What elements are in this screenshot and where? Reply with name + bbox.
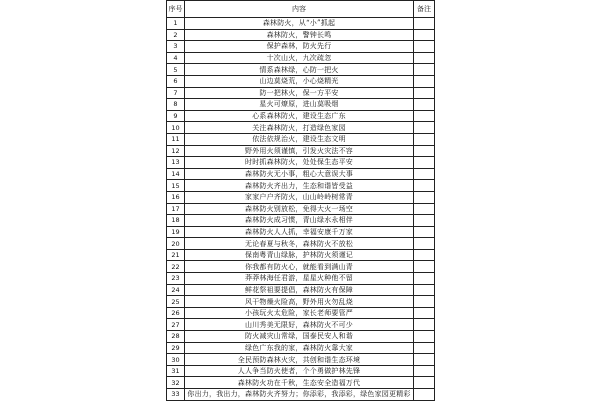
row-remark	[414, 87, 435, 99]
header-row	[167, 1, 435, 18]
row-number: 29	[167, 342, 185, 354]
table-row	[167, 110, 435, 122]
row-remark	[414, 110, 435, 122]
row-remark	[414, 75, 435, 87]
row-number: 18	[167, 215, 185, 227]
row-content: 森林防火成习惯，青山绿水永相伴	[185, 215, 414, 227]
row-remark	[414, 331, 435, 343]
table-row	[167, 157, 435, 169]
table-row	[167, 215, 435, 227]
row-content: 防一把林火，保一方平安	[185, 87, 414, 99]
row-remark	[414, 319, 435, 331]
row-remark	[414, 307, 435, 319]
table-row	[167, 249, 435, 261]
table-row	[167, 354, 435, 366]
table-row	[167, 52, 435, 64]
header-no: 序号	[167, 1, 185, 18]
row-remark	[414, 191, 435, 203]
row-content: 全民预防森林火灾，共创和谐生态环境	[185, 354, 414, 366]
row-number: 27	[167, 319, 185, 331]
row-content: 情系森林绿，心防一把火	[185, 64, 414, 76]
row-remark	[414, 180, 435, 192]
row-number: 24	[167, 284, 185, 296]
table-row	[167, 284, 435, 296]
row-content: 依法依规治火，建设生态文明	[185, 133, 414, 145]
row-remark	[414, 354, 435, 366]
row-remark	[414, 284, 435, 296]
row-remark	[414, 99, 435, 111]
row-content: 心系森林防火，建设生态广东	[185, 110, 414, 122]
row-number: 16	[167, 191, 185, 203]
row-content: 森林防火齐出力，生态和谐皆受益	[185, 180, 414, 192]
table-row	[167, 203, 435, 215]
row-content: 家家户户齐防火，山山岭岭树常青	[185, 191, 414, 203]
table-row	[167, 365, 435, 377]
table-row	[167, 41, 435, 53]
row-number: 33	[167, 389, 185, 401]
row-number: 17	[167, 203, 185, 215]
row-content: 关注森林防火，打造绿色家园	[185, 122, 414, 134]
row-content: 星火可燎原，进山莫吸烟	[185, 99, 414, 111]
row-remark	[414, 145, 435, 157]
row-number: 10	[167, 122, 185, 134]
row-number: 7	[167, 87, 185, 99]
row-remark	[414, 238, 435, 250]
table-row	[167, 87, 435, 99]
row-remark	[414, 168, 435, 180]
row-content: 山边莫烧荒，小心烧精光	[185, 75, 414, 87]
row-number: 23	[167, 273, 185, 285]
table-row	[167, 180, 435, 192]
table-row	[167, 145, 435, 157]
row-content: 保护森林，防火先行	[185, 41, 414, 53]
table-row	[167, 122, 435, 134]
row-number: 2	[167, 29, 185, 41]
table-row	[167, 319, 435, 331]
row-number: 6	[167, 75, 185, 87]
row-number: 31	[167, 365, 185, 377]
row-content: 森林防火，从“小”抓起	[185, 18, 414, 30]
row-content: 森林防火人人抓，幸福安康千万家	[185, 226, 414, 238]
row-number: 3	[167, 41, 185, 53]
table-row	[167, 238, 435, 250]
row-remark	[414, 157, 435, 169]
row-remark	[414, 261, 435, 273]
row-content: 森林防火功在千秋，生态安全造福万代	[185, 377, 414, 389]
table-row	[167, 18, 435, 30]
row-content: 森林防火别放松，免得大火一场空	[185, 203, 414, 215]
row-number: 11	[167, 133, 185, 145]
row-number: 8	[167, 99, 185, 111]
table-row	[167, 331, 435, 343]
row-remark	[414, 377, 435, 389]
table-row	[167, 133, 435, 145]
row-remark	[414, 365, 435, 377]
row-remark	[414, 296, 435, 308]
row-remark	[414, 273, 435, 285]
table-row	[167, 99, 435, 111]
row-number: 14	[167, 168, 185, 180]
row-number: 32	[167, 377, 185, 389]
document-sheet	[166, 0, 434, 401]
row-number: 12	[167, 145, 185, 157]
row-number: 13	[167, 157, 185, 169]
table-row	[167, 64, 435, 76]
table-row	[167, 168, 435, 180]
row-number: 20	[167, 238, 185, 250]
row-content: 保南粤青山绿脉，护林防火须谨记	[185, 249, 414, 261]
row-content: 鲜花祭祖要提倡，森林防火有保障	[185, 284, 414, 296]
row-content: 防火减灾山常绿，国泰民安人和谐	[185, 331, 414, 343]
row-content: 你我都有防火心，就能看到满山青	[185, 261, 414, 273]
row-remark	[414, 226, 435, 238]
row-remark	[414, 29, 435, 41]
row-remark	[414, 18, 435, 30]
row-content: 野外用火须谨慎，引发火灾法不容	[185, 145, 414, 157]
row-number: 19	[167, 226, 185, 238]
row-remark	[414, 389, 435, 401]
table-row	[167, 307, 435, 319]
row-remark	[414, 133, 435, 145]
row-content: 人人争当防火使者，个个勇做护林先锋	[185, 365, 414, 377]
table-row	[167, 377, 435, 389]
row-number: 30	[167, 354, 185, 366]
header-remark: 备注	[414, 1, 435, 18]
header-content: 内容	[185, 1, 414, 18]
row-remark	[414, 203, 435, 215]
row-remark	[414, 342, 435, 354]
row-number: 28	[167, 331, 185, 343]
table-row	[167, 226, 435, 238]
table-row	[167, 273, 435, 285]
row-content: 森林防火，警钟长鸣	[185, 29, 414, 41]
row-content: 十次山火，九次疏忽	[185, 52, 414, 64]
row-number: 21	[167, 249, 185, 261]
slogan-table	[166, 0, 435, 401]
row-content: 小孩玩火太危险，家长老师要管严	[185, 307, 414, 319]
row-remark	[414, 249, 435, 261]
row-remark	[414, 215, 435, 227]
row-content: 森林防火无小事，粗心大意误大事	[185, 168, 414, 180]
row-number: 4	[167, 52, 185, 64]
row-content: 绿色广东我的家，森林防火靠大家	[185, 342, 414, 354]
row-number: 26	[167, 307, 185, 319]
row-remark	[414, 122, 435, 134]
table-row	[167, 389, 435, 401]
table-row	[167, 75, 435, 87]
row-content: 你出力，我出力，森林防火齐努力；你添彩，我添彩，绿色家园更精彩	[185, 389, 414, 401]
row-number: 25	[167, 296, 185, 308]
row-number: 15	[167, 180, 185, 192]
table-body	[167, 18, 435, 401]
table-row	[167, 342, 435, 354]
row-number: 9	[167, 110, 185, 122]
row-content: 山川秀美无限好，森林防火不可少	[185, 319, 414, 331]
row-content: 风干物燥火险高，野外用火勿乱烧	[185, 296, 414, 308]
row-number: 22	[167, 261, 185, 273]
row-number: 5	[167, 64, 185, 76]
row-content: 无论春夏与秋冬，森林防火不放松	[185, 238, 414, 250]
table-row	[167, 261, 435, 273]
row-remark	[414, 64, 435, 76]
table-row	[167, 29, 435, 41]
row-content: 时时抓森林防火，处处保生态平安	[185, 157, 414, 169]
row-remark	[414, 52, 435, 64]
table-row	[167, 296, 435, 308]
row-number: 1	[167, 18, 185, 30]
row-content: 莽莽林海任君游，星星火种他不留	[185, 273, 414, 285]
table-row	[167, 191, 435, 203]
row-remark	[414, 41, 435, 53]
